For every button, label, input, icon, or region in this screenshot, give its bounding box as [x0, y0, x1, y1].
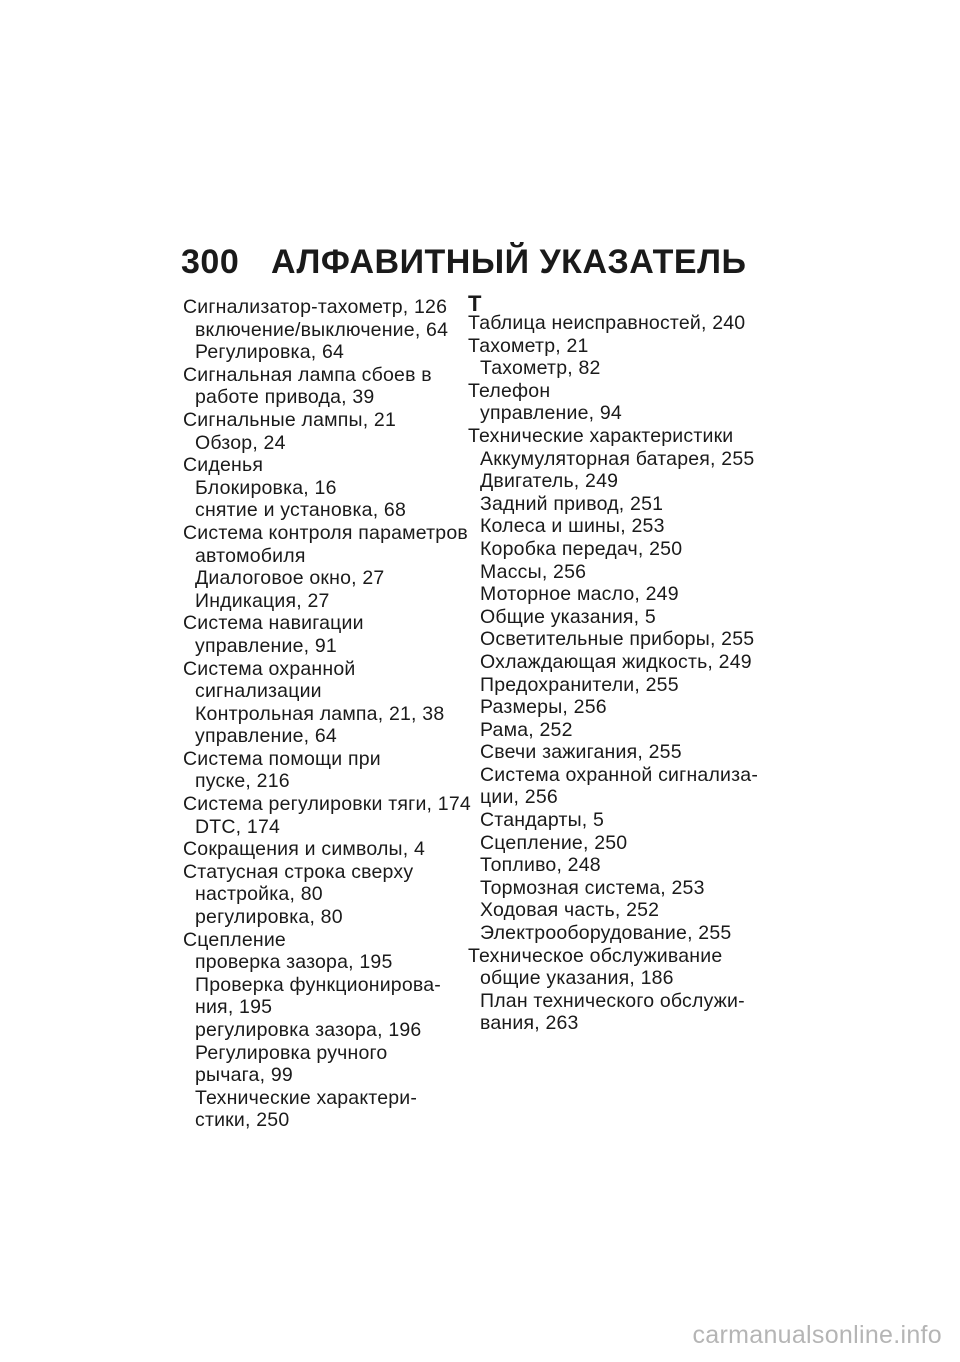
index-subentry: автомобиля [195, 544, 306, 567]
index-subentry: управление, 94 [480, 402, 622, 425]
index-subentry: ции, 256 [480, 786, 558, 809]
index-subentry: Задний привод, 251 [480, 492, 664, 515]
index-subentry: пуске, 216 [195, 770, 290, 793]
page-title: АЛФАВИТНЫЙ УКАЗАТЕЛЬ [271, 243, 747, 281]
index-subentry: Коробка передач, 250 [480, 537, 683, 560]
index-subentry: Контрольная лампа, 21, 38 [195, 702, 445, 725]
index-subentry: Массы, 256 [480, 560, 587, 583]
index-column-left [183, 296, 473, 1132]
index-subentry: Стандарты, 5 [480, 809, 605, 832]
index-entry: Система охранной [183, 657, 356, 680]
index-subentry: Электрооборудование, 255 [480, 922, 732, 945]
index-entry: Телефон [468, 379, 551, 402]
index-subentry: Индикация, 27 [195, 589, 330, 612]
index-subentry: вания, 263 [480, 1012, 579, 1035]
index-entry: Сокращения и символы, 4 [183, 838, 426, 861]
index-subentry: Система охранной сигнализа- [480, 763, 759, 786]
index-subentry: Свечи зажигания, 255 [480, 741, 682, 764]
index-letter-heading: Т [468, 291, 482, 316]
index-subentry: Моторное масло, 249 [480, 583, 679, 606]
index-subentry: стики, 250 [195, 1109, 290, 1132]
index-subentry: Проверка функционирова- [195, 973, 441, 996]
index-entry: Технические характеристики [468, 424, 734, 447]
index-subentry: Охлаждающая жидкость, 249 [480, 650, 752, 673]
index-subentry: Тахометр, 82 [480, 357, 601, 380]
index-subentry: управление, 64 [195, 725, 337, 748]
index-subentry: Регулировка ручного [195, 1041, 388, 1064]
index-entry: Техническое обслуживание [468, 944, 723, 967]
index-subentry: Блокировка, 16 [195, 476, 337, 499]
index-entry: Статусная строка сверху [183, 860, 414, 883]
index-subentry: снятие и установка, 68 [195, 499, 407, 522]
index-subentry: управление, 91 [195, 634, 337, 657]
index-entry: Сигнальная лампа сбоев в [183, 363, 432, 386]
index-subentry: Топливо, 248 [480, 854, 601, 877]
index-entry: Таблица неисправностей, 240 [468, 312, 746, 334]
index-subentry: проверка зазора, 195 [195, 951, 393, 974]
page-header [181, 242, 781, 282]
index-subentry: настройка, 80 [195, 883, 323, 906]
index-subentry: Тормозная система, 253 [480, 876, 705, 899]
index-subentry: Предохранители, 255 [480, 673, 679, 696]
index-subentry: Аккумуляторная батарея, 255 [480, 447, 755, 470]
watermark: carmanualsonline.info [692, 1321, 942, 1349]
index-entry: Сигнальные лампы, 21 [183, 408, 397, 431]
index-subentry: Диалоговое окно, 27 [195, 567, 385, 590]
index-subentry: сигнализации [195, 680, 322, 703]
index-subentry: Технические характери- [195, 1086, 418, 1109]
index-subentry: работе привода, 39 [195, 386, 375, 409]
index-entry: Система контроля параметров [183, 521, 468, 544]
index-subentry: Размеры, 256 [480, 696, 607, 719]
index-subentry: План технического обслужи- [480, 989, 745, 1012]
index-subentry: Колеса и шины, 253 [480, 515, 665, 538]
index-subentry: включение/выключение, 64 [195, 318, 449, 341]
page-number: 300 [181, 243, 240, 281]
index-entry: Сцепление [183, 928, 286, 951]
index-subentry: Ходовая часть, 252 [480, 899, 660, 922]
index-entry: Сиденья [183, 454, 264, 477]
index-subentry: регулировка зазора, 196 [195, 1019, 422, 1041]
index-subentry: DTC, 174 [195, 815, 281, 838]
index-subentry: Осветительные приборы, 255 [480, 628, 755, 651]
index-entry: Система помощи при [183, 747, 381, 770]
index-subentry: Рама, 252 [480, 718, 573, 741]
index-subentry: ния, 195 [195, 996, 273, 1019]
index-column-right [468, 291, 759, 1035]
index-subentry: общие указания, 186 [480, 967, 674, 990]
index-entry: Система регулировки тяги, 174 [183, 793, 471, 816]
index-subentry: рычага, 99 [195, 1064, 293, 1087]
index-entry: Система навигации [183, 612, 364, 635]
index-subentry: регулировка, 80 [195, 906, 343, 929]
index-subentry: Обзор, 24 [195, 431, 286, 454]
index-subentry: Сцепление, 250 [480, 831, 628, 854]
index-entry: Тахометр, 21 [468, 334, 589, 357]
index-subentry: Двигатель, 249 [480, 470, 619, 493]
index-entry: Сигнализатор-тахометр, 126 [183, 296, 448, 318]
index-subentry: Общие указания, 5 [480, 605, 656, 628]
index-subentry: Регулировка, 64 [195, 341, 345, 364]
